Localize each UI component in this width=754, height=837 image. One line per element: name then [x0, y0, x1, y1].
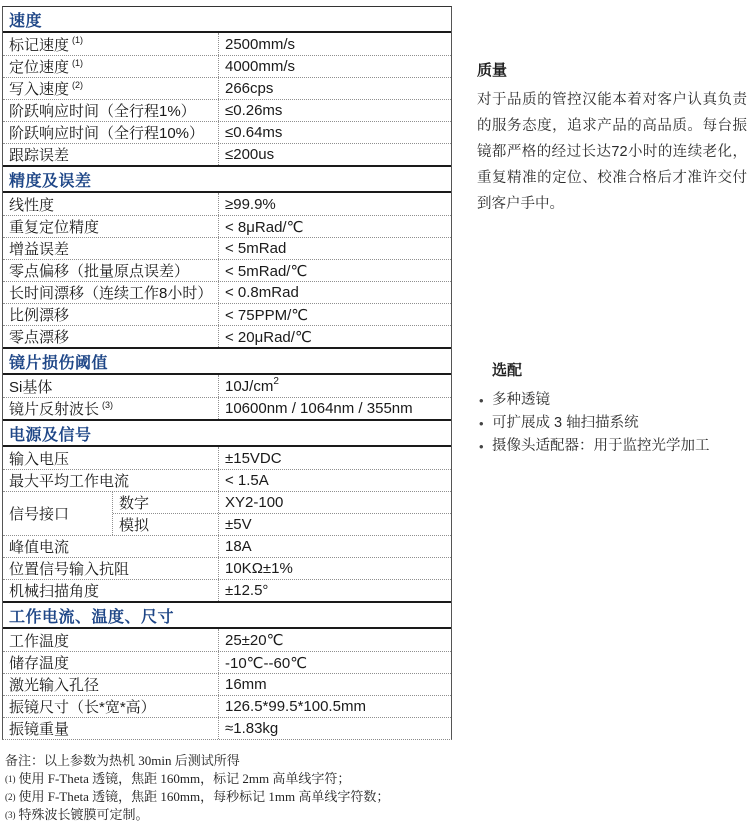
spec-row: [3, 651, 451, 673]
spec-label: Si基体: [3, 375, 219, 397]
spec-label: 定位速度 (1): [3, 56, 219, 77]
section-rows: [3, 447, 451, 601]
spec-label: 零点漂移: [3, 326, 219, 347]
spec-value: < 1.5A: [225, 472, 269, 489]
quality-title: 质量: [477, 62, 508, 79]
footnote-marker: (2): [5, 792, 16, 802]
section-header: 电源及信号: [3, 421, 451, 447]
spec-label: 振镜尺寸（长*宽*高）: [3, 696, 219, 717]
footnote-line: (2) 使用 F-Theta 透镜，焦距 160mm，每秒标记 1mm 高单线字符数；: [5, 789, 390, 804]
section-rows: [3, 629, 451, 739]
spec-value: ≈1.83kg: [225, 720, 279, 737]
spec-label: 跟踪误差: [3, 144, 219, 165]
spec-table: [2, 6, 452, 740]
option-item: • 摄像头适配器：用于监控光学加工: [477, 435, 747, 458]
section-rows: [3, 375, 451, 419]
spec-row: [3, 447, 451, 469]
spec-row: [3, 579, 451, 601]
spec-row: [3, 325, 451, 347]
spec-subkey: 数字: [119, 495, 150, 512]
remark-line: 备注：以上参数为热机 30min 后测试所得: [5, 753, 240, 768]
notes-block: [5, 752, 465, 824]
spec-row: [3, 535, 451, 557]
spec-value: < 0.8mRad: [225, 284, 299, 301]
spec-value: XY2-100: [225, 494, 284, 511]
spec-section: [3, 347, 451, 419]
spec-row: [3, 259, 451, 281]
quality-section: [477, 59, 747, 217]
spec-value: 10600nm / 1064nm / 355nm: [225, 400, 413, 417]
spec-value: -10℃--60℃: [225, 654, 308, 672]
spec-label: 振镜重量: [3, 718, 219, 739]
spec-value: ±15VDC: [225, 449, 282, 467]
spec-label: 比例漂移: [3, 304, 219, 325]
spec-row: [3, 143, 451, 165]
section-rows: [3, 193, 451, 347]
spec-value: ±5V: [219, 513, 451, 535]
option-item: • 多种透镜: [477, 389, 747, 412]
spec-value: ±12.5°: [225, 582, 269, 599]
spec-label: 增益误差: [3, 238, 219, 259]
section-header: 精度及误差: [3, 167, 451, 193]
option-item: • 可扩展成 3 轴扫描系统: [477, 412, 747, 435]
spec-row: [3, 491, 451, 535]
spec-label: 镜片反射波长 (3): [3, 398, 219, 419]
footnote-marker: (3): [5, 810, 16, 820]
spec-row: [3, 121, 451, 143]
spec-value: ≤200us: [225, 146, 275, 163]
spec-value: ≤0.26ms: [225, 102, 283, 119]
spec-row: [3, 33, 451, 55]
spec-value: < 75PPM/℃: [225, 306, 309, 324]
spec-row: [3, 717, 451, 739]
spec-label: 最大平均工作电流: [3, 470, 219, 491]
spec-label: 阶跃响应时间（全行程10%）: [3, 122, 219, 143]
spec-label: 重复定位精度: [3, 216, 219, 237]
spec-label: 线性度: [3, 193, 219, 215]
spec-row: [3, 673, 451, 695]
spec-value: 10KΩ±1%: [225, 560, 293, 577]
aside-column: [477, 59, 747, 458]
spec-value: 266cps: [225, 80, 274, 97]
quality-body: 对于品质的管控汉能本着对客户认真负责的服务态度，追求产品的高品质。每台振镜都严格的经过长达72小时的连续老化，重复精准的定位、校准合格后才准许交付到客户手中。: [477, 92, 747, 212]
spec-value: < 20μRad/℃: [225, 328, 312, 346]
spec-label: 激光输入孔径: [3, 674, 219, 695]
spec-subvalues: [219, 492, 451, 535]
section-header: 工作电流、温度、尺寸: [3, 603, 451, 629]
spec-label: 输入电压: [3, 447, 219, 469]
spec-section: [3, 165, 451, 347]
section-header: 速度: [3, 7, 451, 33]
spec-row: [3, 557, 451, 579]
spec-label: 信号接口: [3, 492, 113, 535]
spec-section: [3, 419, 451, 601]
spec-value: ≥99.9%: [225, 195, 276, 213]
spec-row: [3, 77, 451, 99]
footnote-line: (1) 使用 F-Theta 透镜，焦距 160mm，标记 2mm 高单线字符；: [5, 771, 351, 786]
spec-label: 阶跃响应时间（全行程1%）: [3, 100, 219, 121]
spec-value: 18A: [225, 538, 252, 555]
spec-value: 126.5*99.5*100.5mm: [225, 698, 366, 715]
spec-row: [3, 397, 451, 419]
spec-label: 峰值电流: [3, 536, 219, 557]
spec-row: [3, 469, 451, 491]
spec-value: < 5mRad: [225, 240, 287, 257]
section-header: 镜片损伤阈值: [3, 349, 451, 375]
section-rows: [3, 33, 451, 165]
spec-value: 4000mm/s: [225, 58, 296, 75]
spec-section: [3, 7, 451, 165]
spec-value: 10J/cm 2: [225, 376, 279, 395]
spec-label: 储存温度: [3, 652, 219, 673]
spec-row: [3, 375, 451, 397]
spec-value: ≤0.64ms: [225, 124, 283, 141]
spec-row: [3, 281, 451, 303]
spec-section: [3, 601, 451, 739]
spec-label: 零点偏移（批量原点误差）: [3, 260, 219, 281]
spec-value: 2500mm/s: [225, 35, 296, 53]
options-section: [477, 359, 747, 458]
spec-subkey: 模拟: [113, 513, 218, 535]
spec-value: < 8μRad/℃: [225, 218, 304, 236]
spec-row: [3, 55, 451, 77]
spec-label: 工作温度: [3, 629, 219, 651]
options-title: 选配: [492, 362, 523, 379]
spec-value: 16mm: [225, 676, 267, 693]
spec-label: 写入速度 (2): [3, 78, 219, 99]
spec-row: [3, 237, 451, 259]
footnote-marker: (1): [5, 774, 16, 784]
spec-label: 位置信号输入抗阻: [3, 558, 219, 579]
spec-value: 25±20℃: [225, 632, 284, 649]
spec-label: 机械扫描角度: [3, 580, 219, 601]
options-list: [477, 389, 747, 458]
spec-row: [3, 99, 451, 121]
spec-row: [3, 695, 451, 717]
spec-value: < 5mRad/℃: [225, 262, 308, 280]
spec-row: [3, 303, 451, 325]
spec-label: 标记速度 (1): [3, 33, 219, 55]
spec-subkeys: [113, 492, 219, 535]
footnote-line: (3) 特殊波长镀膜可定制。: [5, 807, 149, 822]
spec-row: [3, 629, 451, 651]
spec-label: 长时间漂移（连续工作8小时）: [3, 282, 219, 303]
spec-row: [3, 193, 451, 215]
spec-row: [3, 215, 451, 237]
footnotes: [5, 770, 465, 824]
